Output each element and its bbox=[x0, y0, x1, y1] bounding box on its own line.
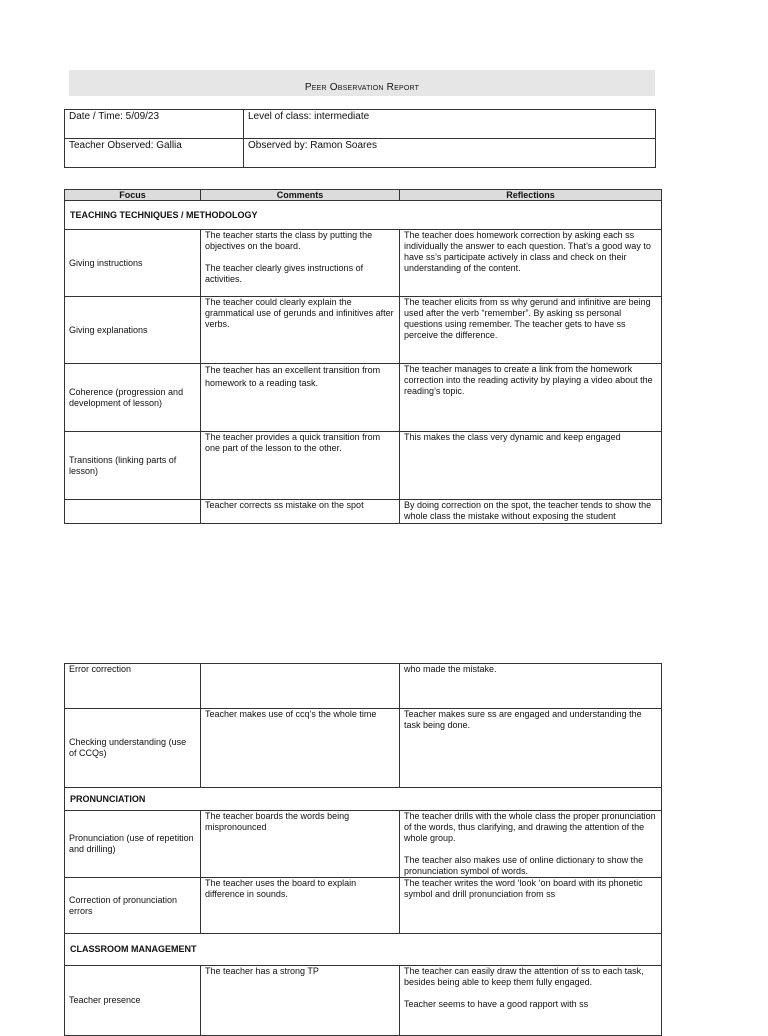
table-row bbox=[65, 500, 662, 524]
focus-cell: Correction of pronunciation errors bbox=[65, 878, 201, 934]
header-comments: Comments bbox=[201, 190, 400, 201]
focus-cell: Giving explanations bbox=[65, 297, 201, 364]
section-pronunciation: PRONUNCIATION bbox=[65, 788, 662, 811]
class-level: Level of class: intermediate bbox=[244, 110, 656, 139]
focus-cell bbox=[65, 500, 201, 524]
header-focus: Focus bbox=[65, 190, 201, 201]
comments-cell: The teacher provides a quick transition from one part of the lesson to the other. bbox=[201, 432, 400, 500]
focus-cell: Coherence (progression and development of lesson) bbox=[65, 364, 201, 432]
section-classroom-management: CLASSROOM MANAGEMENT bbox=[65, 934, 662, 966]
focus-cell: Giving instructions bbox=[65, 230, 201, 297]
comment-text: The teacher clearly gives instructions of activities. bbox=[205, 263, 364, 284]
table-row bbox=[65, 664, 662, 709]
reflections-cell: By doing correction on the spot, the teacher tends to show the whole class the mistake without exposing the student bbox=[400, 500, 662, 524]
focus-cell: Teacher presence bbox=[65, 966, 201, 1036]
focus-cell: Checking understanding (use of CCQs) bbox=[65, 709, 201, 788]
reflection-text: The teacher can easily draw the attention of ss to each task, besides being able to keep them fully engaged. bbox=[404, 966, 644, 987]
comments-cell bbox=[201, 664, 400, 709]
comments-cell: Teacher corrects ss mistake on the spot bbox=[201, 500, 400, 524]
table-row bbox=[65, 364, 662, 432]
table-row bbox=[65, 297, 662, 364]
reflections-cell: who made the mistake. bbox=[400, 664, 662, 709]
title-bar bbox=[69, 70, 655, 96]
focus-cell: Transitions (linking parts of lesson) bbox=[65, 432, 201, 500]
reflections-cell bbox=[400, 966, 662, 1036]
teacher-observed: Teacher Observed: Gallia bbox=[65, 139, 244, 168]
info-table bbox=[64, 109, 656, 168]
table-row bbox=[65, 811, 662, 878]
comments-cell: Teacher makes use of ccq’s the whole time bbox=[201, 709, 400, 788]
focus-cell: Pronunciation (use of repetition and drilling) bbox=[65, 811, 201, 878]
reflection-text: The teacher drills with the whole class the proper pronunciation of the words, thus clarifying, and drawing the attention of the whole group. bbox=[404, 811, 656, 843]
reflections-cell: The teacher elicits from ss why gerund and infinitive are being used after the verb “remember”. By asking ss personal questions using remember. The teacher gets to have ss perceive the difference. bbox=[400, 297, 662, 364]
comments-cell: The teacher has a strong TP bbox=[201, 966, 400, 1036]
focus-cell: Error correction bbox=[65, 664, 201, 709]
table-row bbox=[65, 878, 662, 934]
report-title: Peer Observation Report bbox=[304, 82, 420, 93]
table-row bbox=[65, 709, 662, 788]
section-methodology: TEACHING TECHNIQUES / METHODOLOGY bbox=[65, 201, 662, 230]
table-row bbox=[65, 432, 662, 500]
comment-text: The teacher starts the class by putting the objectives on the board. bbox=[205, 230, 373, 251]
reflections-cell: Teacher makes sure ss are engaged and understanding the task being done. bbox=[400, 709, 662, 788]
observation-table-continued bbox=[64, 663, 662, 1036]
reflection-text: Teacher seems to have a good rapport with ss bbox=[404, 999, 589, 1009]
header-reflections: Reflections bbox=[400, 190, 662, 201]
date-time: Date / Time: 5/09/23 bbox=[65, 110, 244, 139]
table-row bbox=[65, 230, 662, 297]
reflections-cell: The teacher does homework correction by asking each ss individually the answer to each question. That’s a good way to have ss’s participate actively in class and check on their understanding of the content. bbox=[400, 230, 662, 297]
comments-cell: The teacher could clearly explain the grammatical use of gerunds and infinitives after verbs. bbox=[201, 297, 400, 364]
reflection-text: The teacher also makes use of online dictionary to show the pronunciation symbol of words. bbox=[404, 855, 644, 876]
reflections-cell: This makes the class very dynamic and keep engaged bbox=[400, 432, 662, 500]
reflections-cell bbox=[400, 811, 662, 878]
comments-cell bbox=[201, 230, 400, 297]
reflections-cell: The teacher writes the word ‘look ‘on board with its phonetic symbol and drill pronunciation from ss bbox=[400, 878, 662, 934]
observation-table bbox=[64, 189, 662, 524]
comments-cell: The teacher has an excellent transition from homework to a reading task. bbox=[201, 364, 400, 432]
reflections-cell: The teacher manages to create a link from the homework correction into the reading activity by playing a video about the reading’s topic. bbox=[400, 364, 662, 432]
observed-by: Observed by: Ramon Soares bbox=[244, 139, 656, 168]
table-row bbox=[65, 966, 662, 1036]
comments-cell: The teacher uses the board to explain difference in sounds. bbox=[201, 878, 400, 934]
comments-cell: The teacher boards the words being mispronounced bbox=[201, 811, 400, 878]
